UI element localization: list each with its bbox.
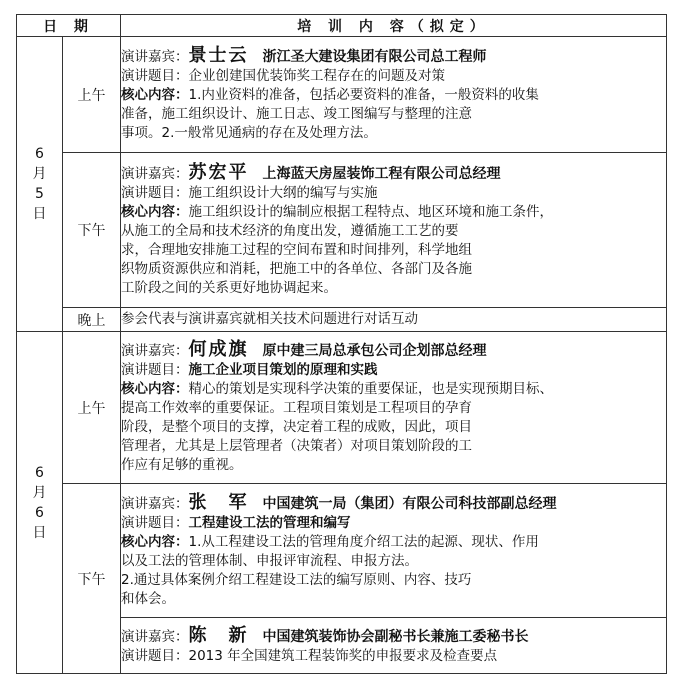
speaker-label: 演讲嘉宾： — [121, 495, 189, 512]
speaker-org: 中国建筑一局（集团）有限公司科技部副总经理 — [262, 495, 557, 512]
day-cell-june-5 — [17, 37, 63, 332]
topic-line — [121, 647, 666, 666]
day-char: 日 — [32, 524, 47, 541]
day-char: 6 — [35, 146, 44, 162]
speaker-org: 上海蓝天房屋装饰工程有限公司总经理 — [262, 165, 501, 182]
topic-line — [121, 514, 666, 533]
speaker-name: 何成旗 — [188, 339, 249, 360]
core-line: 阶段，是整个项目的支撑，决定着工程的成败，因此，项目 — [121, 419, 472, 435]
speaker-line — [121, 626, 666, 647]
core-block — [121, 380, 666, 475]
session-content — [121, 618, 667, 674]
date-column-header: 日 期 — [17, 15, 121, 37]
core-label: 核心内容： — [121, 381, 189, 397]
header-row — [17, 15, 667, 37]
core-line: 工阶段之间的关系更好地协调起来。 — [121, 279, 337, 296]
speaker-org: 原中建三局总承包公司企划部总经理 — [262, 343, 487, 359]
table-row — [17, 308, 667, 332]
core-line: 管理者，尤其是上层管理者（决策者）对项目策划阶段的工 — [121, 438, 472, 454]
core-line: 准备，施工组织设计、施工日志、竣工图编写与整理的注意 — [121, 106, 472, 122]
core-line: 提高工作效率的重要保证。工程项目策划是工程项目的孕育 — [121, 400, 472, 416]
speaker-label: 演讲嘉宾： — [121, 49, 189, 65]
topic-label: 演讲题目： — [121, 184, 189, 201]
topic-text: 工程建设工法的管理和编写 — [188, 514, 351, 531]
core-block — [121, 533, 666, 609]
session-content — [121, 484, 667, 618]
core-line: 作应有足够的重视。 — [121, 457, 243, 473]
topic-text: 企业创建国优装饰奖工程存在的问题及对策 — [188, 68, 445, 84]
topic-line — [121, 67, 666, 86]
topic-label: 演讲题目： — [121, 514, 189, 531]
day-char: 6 — [35, 504, 44, 521]
speaker-line — [121, 46, 666, 67]
topic-text: 2013 年全国建筑工程装饰奖的申报要求及检查要点 — [188, 647, 498, 664]
speaker-label: 演讲嘉宾： — [121, 165, 189, 182]
speaker-label: 演讲嘉宾： — [121, 343, 189, 359]
table-row — [17, 37, 667, 153]
topic-label: 演讲题目： — [121, 362, 189, 378]
core-block — [121, 203, 666, 298]
core-label: 核心内容： — [121, 533, 189, 550]
topic-line — [121, 361, 666, 380]
table-row — [17, 484, 667, 618]
topic-text: 施工组织设计大纲的编写与实施 — [188, 184, 378, 201]
session-content — [121, 153, 667, 308]
speaker-name: 苏宏平 — [188, 161, 249, 183]
day-char: 月 — [32, 484, 47, 501]
core-line: 施工组织设计的编制应根据工程特点、地区环境和施工条件， — [188, 203, 553, 220]
period-cell: 上午 — [63, 332, 121, 484]
day-char: 月 — [32, 166, 47, 182]
core-line: 从施工的全局和技术经济的角度出发，遵循施工工艺的要 — [121, 222, 459, 239]
table-row — [17, 153, 667, 308]
core-line: 精心的策划是实现科学决策的重要保证，也是实现预期目标、 — [188, 381, 553, 397]
topic-line — [121, 184, 666, 203]
period-cell: 下午 — [63, 153, 121, 308]
speaker-line — [121, 340, 666, 361]
speaker-org: 浙江圣大建设集团有限公司总工程师 — [262, 49, 487, 65]
session-content — [121, 37, 667, 153]
period-cell: 下午 — [63, 484, 121, 674]
session-content — [121, 332, 667, 484]
core-line: 事项。2.一般常见通病的存在及处理方法。 — [121, 125, 377, 141]
speaker-org: 中国建筑装饰协会副秘书长兼施工委秘书长 — [262, 628, 529, 645]
core-line: 和体会。 — [121, 590, 175, 607]
day-char: 日 — [32, 206, 47, 222]
day-char: 5 — [35, 186, 44, 202]
speaker-line — [121, 493, 666, 514]
core-block — [121, 86, 666, 143]
core-line: 1.从工程建设工法的管理角度介绍工法的起源、现状、作用 — [188, 533, 539, 550]
period-cell: 上午 — [63, 37, 121, 153]
core-line: 求，合理地安排施工过程的空间布置和时间排列，科学地组 — [121, 241, 472, 258]
day-char: 6 — [35, 464, 44, 481]
speaker-line — [121, 163, 666, 184]
topic-text: 施工企业项目策划的原理和实践 — [188, 362, 378, 378]
content-column-header: 培 训 内 容（拟定） — [121, 15, 667, 37]
core-line: 2.通过具体案例介绍工程建设工法的编写原则、内容、技巧 — [121, 571, 472, 588]
evening-text: 参会代表与演讲嘉宾就相关技术问题进行对话互动 — [121, 308, 667, 332]
table-row — [17, 332, 667, 484]
speaker-name: 张 军 — [188, 491, 249, 513]
topic-label: 演讲题目： — [121, 647, 189, 664]
topic-label: 演讲题目： — [121, 68, 189, 84]
core-line: 1.内业资料的准备，包括必要资料的准备，一般资料的收集 — [188, 87, 539, 103]
day-cell-june-6 — [17, 332, 63, 674]
speaker-name: 景士云 — [188, 45, 249, 66]
speaker-name: 陈 新 — [188, 624, 249, 646]
core-label: 核心内容： — [121, 203, 189, 220]
period-cell: 晚上 — [63, 308, 121, 332]
training-schedule-table — [16, 14, 667, 674]
core-label: 核心内容： — [121, 87, 189, 103]
core-line: 织物质资源供应和消耗，把施工中的各单位、各部门及各施 — [121, 260, 472, 277]
speaker-label: 演讲嘉宾： — [121, 628, 189, 645]
core-line: 以及工法的管理体制、申报评审流程、申报方法。 — [121, 552, 418, 569]
